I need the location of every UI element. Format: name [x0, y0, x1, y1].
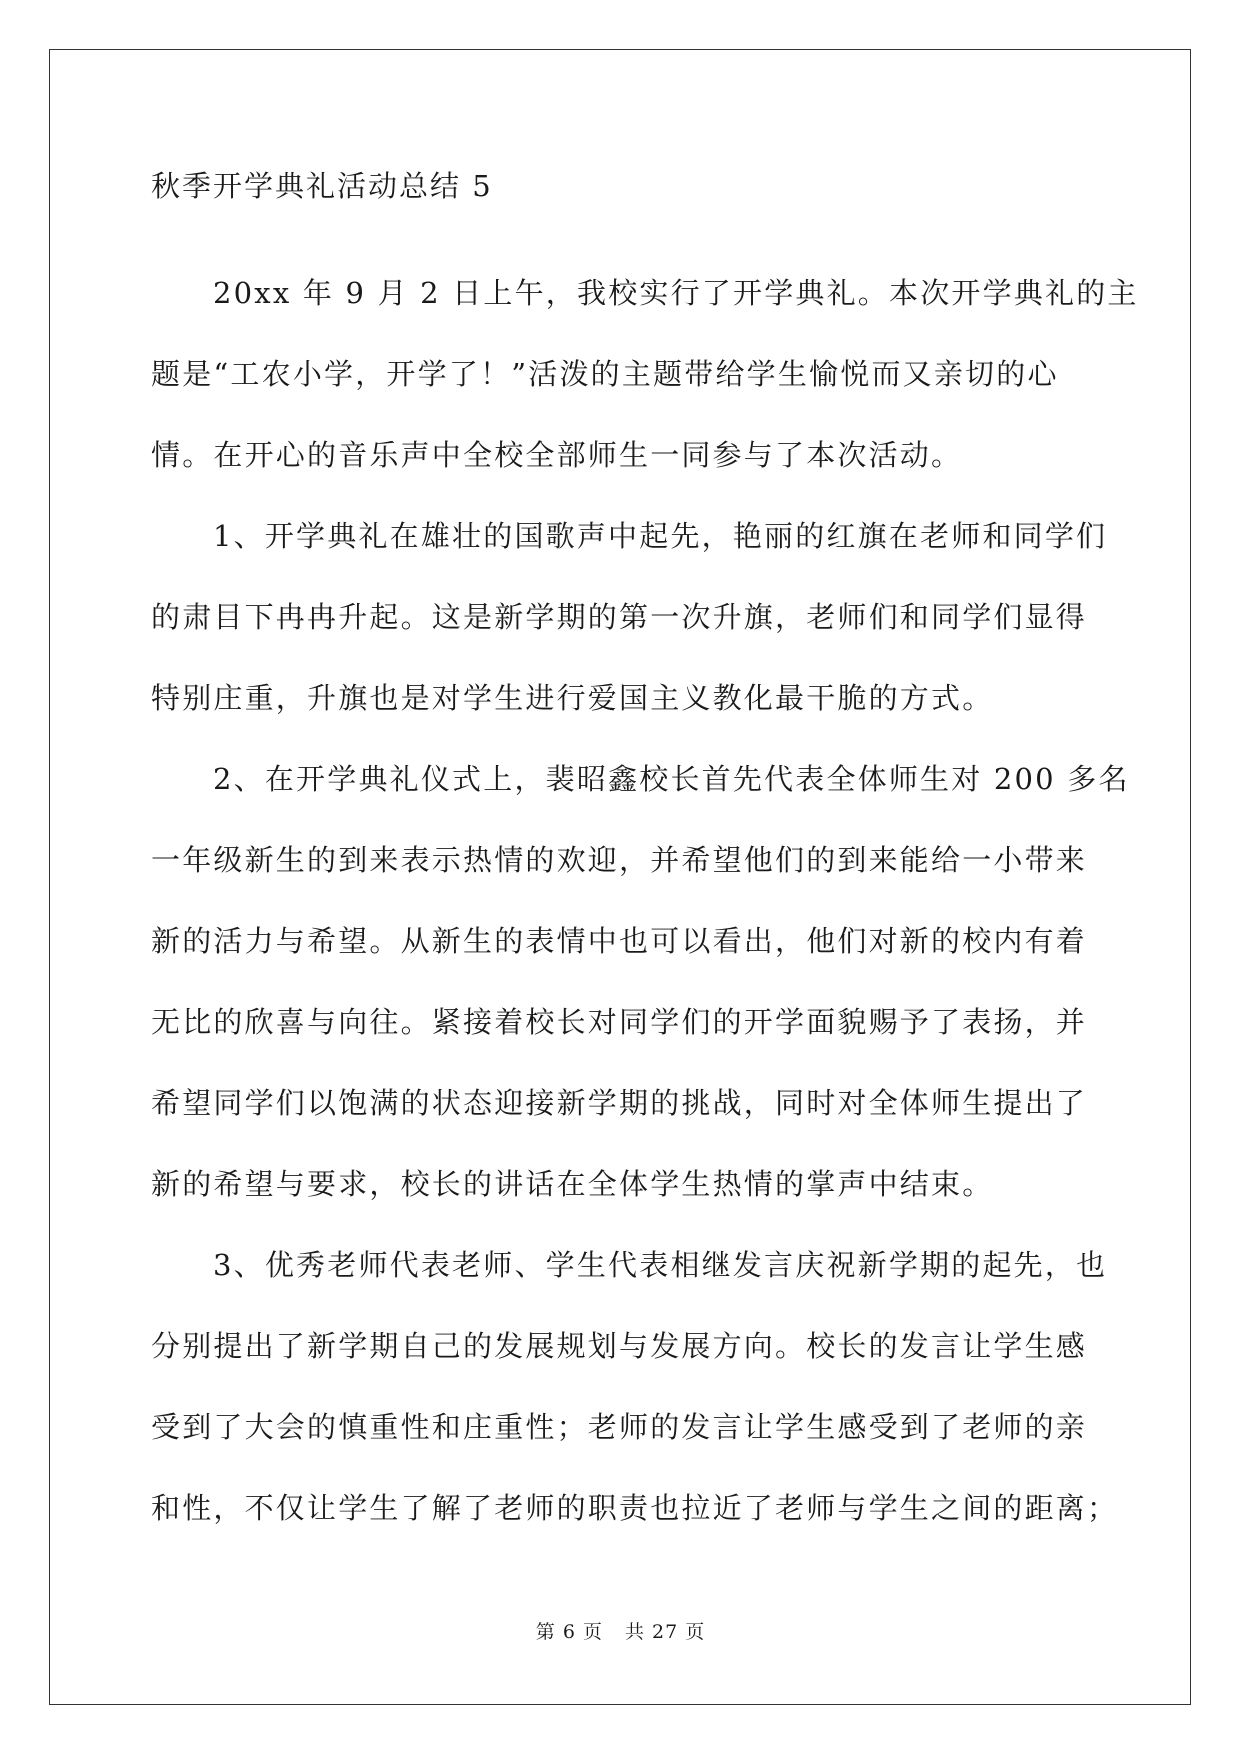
paragraph-line: 和性，不仅让学生了解了老师的职责也拉近了老师与学生之间的距离； [151, 1491, 1119, 1525]
paragraph-line: 20xx 年 9 月 2 日上午，我校实行了开学典礼。本次开学典礼的主 [213, 276, 1139, 310]
paragraph-line: 一年级新生的到来表示热情的欢迎，并希望他们的到来能给一小带来 [151, 843, 1088, 877]
paragraph [151, 253, 1139, 496]
paragraph-line: 希望同学们以饱满的状态迎接新学期的挑战，同时对全体师生提出了 [151, 1086, 1088, 1120]
paragraph-line: 新的活力与希望。从新生的表情中也可以看出，他们对新的校内有着 [151, 924, 1088, 958]
paragraph-line: 题是“工农小学，开学了！”活泼的主题带给学生愉悦而又亲切的心 [151, 357, 1059, 391]
document-title: 秋季开学典礼活动总结 5 [151, 169, 493, 203]
paragraph-line: 的肃目下冉冉升起。这是新学期的第一次升旗，老师们和同学们显得 [151, 600, 1088, 634]
paragraph-line: 1、开学典礼在雄壮的国歌声中起先，艳丽的红旗在老师和同学们 [213, 519, 1108, 553]
paragraph-list [151, 253, 1139, 1549]
paragraph-line: 情。在开心的音乐声中全校全部师生一同参与了本次活动。 [151, 438, 963, 472]
document-body [151, 168, 1139, 1549]
paragraph-line: 新的希望与要求，校长的讲话在全体学生热情的掌声中结束。 [151, 1167, 994, 1201]
page-number: 第 6 页 [535, 1621, 603, 1643]
page-total: 共 27 页 [624, 1621, 706, 1643]
paragraph-line: 3、优秀老师代表老师、学生代表相继发言庆祝新学期的起先，也 [213, 1248, 1108, 1282]
page-footer [0, 1620, 1241, 1644]
paragraph [151, 496, 1108, 739]
paragraph [151, 1225, 1119, 1549]
paragraph-line: 2、在开学典礼仪式上，裴昭鑫校长首先代表全体师生对 200 多名 [213, 762, 1130, 796]
paragraph-line: 无比的欣喜与向往。紧接着校长对同学们的开学面貌赐予了表扬，并 [151, 1005, 1088, 1039]
paragraph [151, 739, 1130, 1225]
paragraph-line: 特别庄重，升旗也是对学生进行爱国主义教化最干脆的方式。 [151, 681, 994, 715]
paragraph-line: 受到了大会的慎重性和庄重性；老师的发言让学生感受到了老师的亲 [151, 1410, 1088, 1444]
paragraph-line: 分别提出了新学期自己的发展规划与发展方向。校长的发言让学生感 [151, 1329, 1088, 1363]
